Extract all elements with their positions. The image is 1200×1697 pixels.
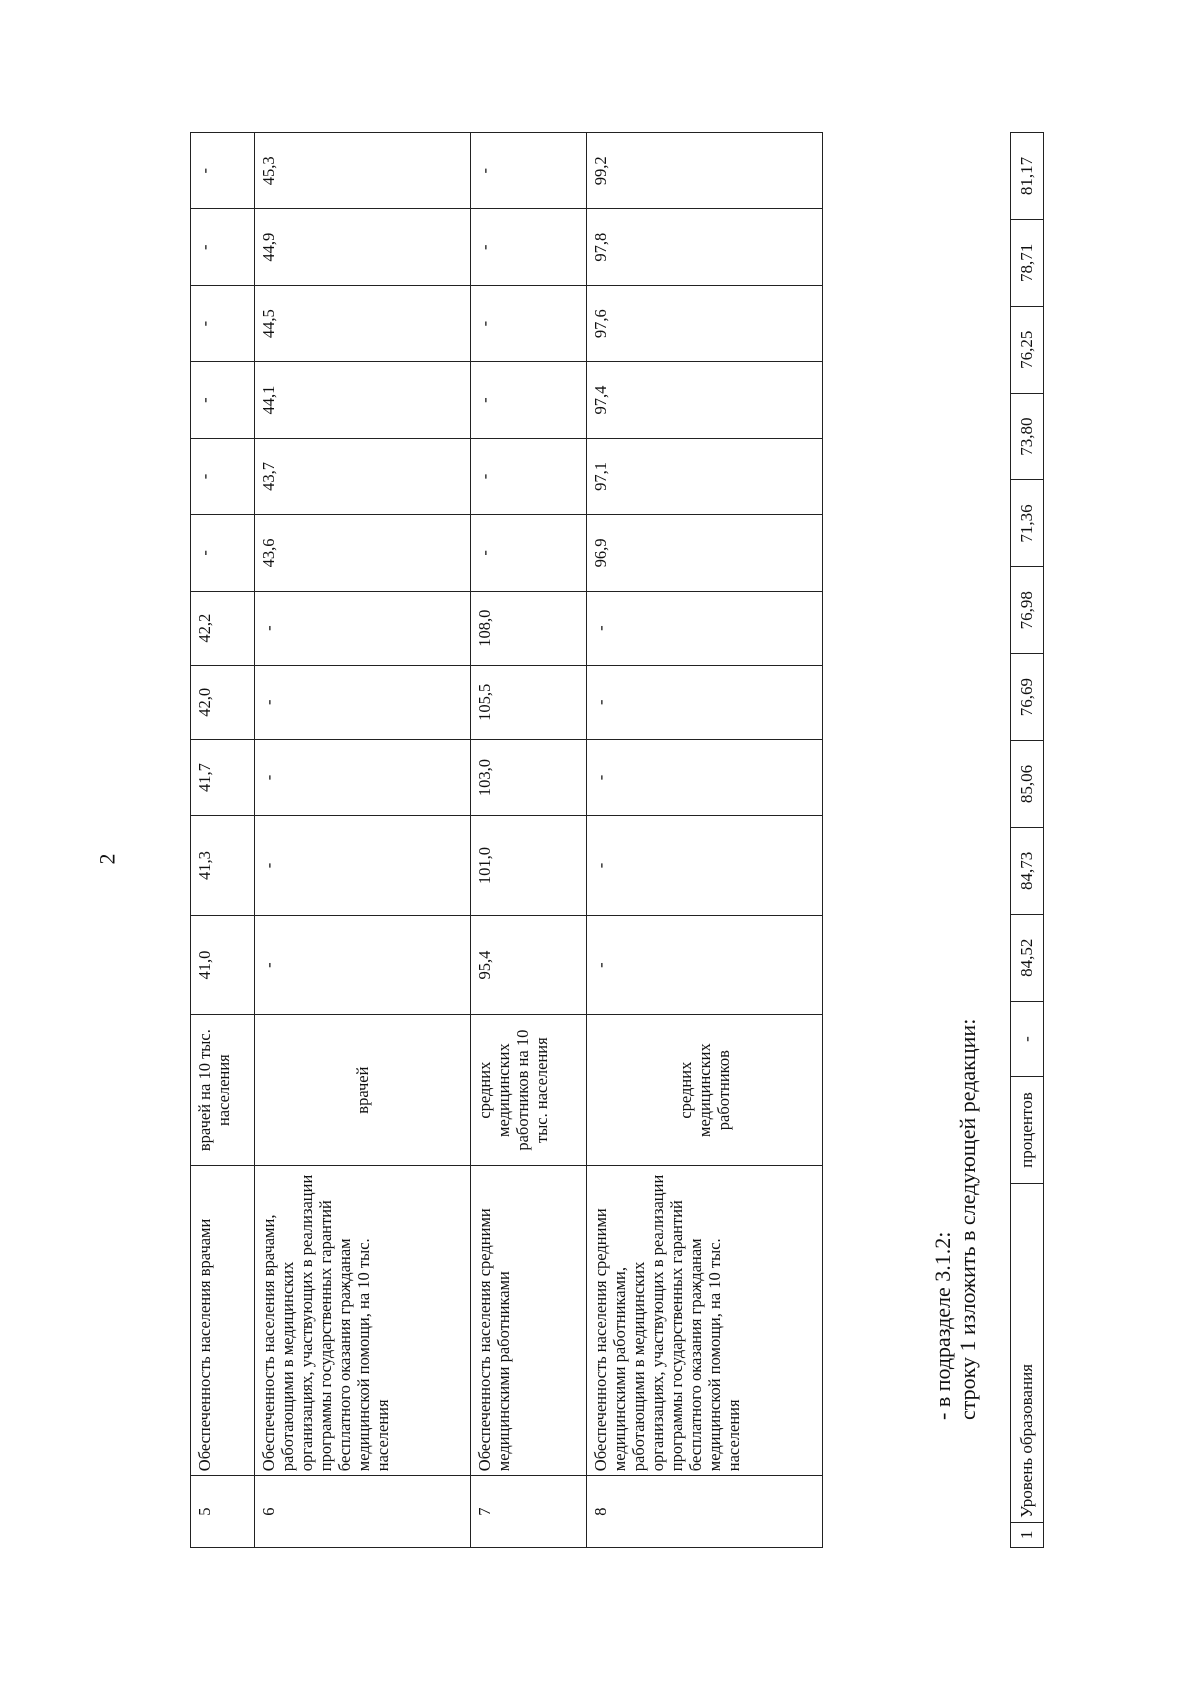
value-cell: - bbox=[587, 591, 823, 665]
value-cell: 44,1 bbox=[255, 362, 471, 438]
value-cell: - bbox=[191, 133, 255, 210]
value-cell: 96,9 bbox=[587, 515, 823, 591]
row-number: 1 bbox=[1011, 1522, 1044, 1547]
value-cell: 84,73 bbox=[1011, 827, 1044, 914]
value-cell: 42,0 bbox=[191, 665, 255, 739]
value-cell: 44,5 bbox=[255, 285, 471, 361]
value-cell: - bbox=[471, 133, 587, 210]
value-cell: - bbox=[191, 438, 255, 514]
value-cell: 43,6 bbox=[255, 515, 471, 591]
unit-cell: врачей bbox=[255, 1015, 471, 1166]
unit-cell: процентов bbox=[1011, 1077, 1044, 1183]
value-cell: - bbox=[255, 591, 471, 665]
value-cell: - bbox=[191, 362, 255, 438]
value-cell: - bbox=[471, 209, 587, 285]
indicators-table bbox=[190, 132, 823, 1548]
value-cell: - bbox=[471, 438, 587, 514]
value-cell: - bbox=[255, 665, 471, 739]
value-cell: 73,80 bbox=[1011, 393, 1044, 480]
amendment-note bbox=[930, 120, 980, 1420]
value-cell: 43,7 bbox=[255, 438, 471, 514]
value-cell: 78,71 bbox=[1011, 219, 1044, 306]
value-cell: - bbox=[255, 739, 471, 815]
table-row bbox=[191, 133, 255, 1548]
indicator-name: Уровень образования bbox=[1011, 1183, 1044, 1522]
unit-cell: средних медицинских работников bbox=[587, 1015, 823, 1166]
value-cell: 108,0 bbox=[471, 591, 587, 665]
value-cell: - bbox=[471, 285, 587, 361]
value-cell: 97,1 bbox=[587, 438, 823, 514]
value-cell: 71,36 bbox=[1011, 480, 1044, 567]
value-cell: 84,52 bbox=[1011, 914, 1044, 1001]
value-cell: 97,6 bbox=[587, 285, 823, 361]
value-cell: 95,4 bbox=[471, 915, 587, 1015]
note-line-1: - в подразделе 3.1.2: bbox=[930, 1231, 955, 1420]
value-cell: 105,5 bbox=[471, 665, 587, 739]
value-cell: 76,98 bbox=[1011, 567, 1044, 654]
value-cell: 76,69 bbox=[1011, 654, 1044, 741]
value-cell: 97,4 bbox=[587, 362, 823, 438]
value-cell: - bbox=[255, 915, 471, 1015]
value-cell: - bbox=[471, 515, 587, 591]
value-cell: - bbox=[191, 515, 255, 591]
table-row bbox=[255, 133, 471, 1548]
value-cell: - bbox=[1011, 1001, 1044, 1077]
value-cell: 97,8 bbox=[587, 209, 823, 285]
row-number: 5 bbox=[191, 1476, 255, 1548]
value-cell: - bbox=[191, 209, 255, 285]
table-row bbox=[587, 133, 823, 1548]
value-cell: 45,3 bbox=[255, 133, 471, 210]
value-cell: 41,7 bbox=[191, 739, 255, 815]
table-row bbox=[471, 133, 587, 1548]
page-number: 2 bbox=[94, 853, 120, 865]
value-cell: - bbox=[587, 816, 823, 916]
row-number: 7 bbox=[471, 1476, 587, 1548]
replacement-row-table bbox=[1010, 132, 1044, 1548]
value-cell: - bbox=[587, 665, 823, 739]
value-cell: - bbox=[191, 285, 255, 361]
row-number: 8 bbox=[587, 1476, 823, 1548]
value-cell: 103,0 bbox=[471, 739, 587, 815]
value-cell: 41,0 bbox=[191, 915, 255, 1015]
value-cell: 44,9 bbox=[255, 209, 471, 285]
value-cell: - bbox=[255, 816, 471, 916]
value-cell: - bbox=[471, 362, 587, 438]
value-cell: 101,0 bbox=[471, 816, 587, 916]
value-cell: 76,25 bbox=[1011, 306, 1044, 393]
unit-cell: врачей на 10 тыс. населения bbox=[191, 1015, 255, 1166]
value-cell: 81,17 bbox=[1011, 133, 1044, 220]
value-cell: 99,2 bbox=[587, 133, 823, 210]
indicator-name: Обеспеченность населения врачами bbox=[191, 1165, 255, 1475]
indicator-name: Обеспеченность населения средними медицинскими работниками bbox=[471, 1165, 587, 1475]
note-line-2: строку 1 изложить в следующей редакции: bbox=[955, 1018, 980, 1420]
value-cell: 42,2 bbox=[191, 591, 255, 665]
value-cell: 41,3 bbox=[191, 816, 255, 916]
indicator-name: Обеспеченность населения средними медицинскими работниками, работающими в медицинских организациях, участвующих в реализации программы государственных гарантий бесплатного оказания гражданам медицинской помощи, на 10 тыс. населения bbox=[587, 1165, 823, 1475]
indicator-name: Обеспеченность населения врачами, работающими в медицинских организациях, участвующих в реализации программы государственных гарантий бесплатного оказания гражданам медицинской помощи, на 10 тыс. населения bbox=[255, 1165, 471, 1475]
row-number: 6 bbox=[255, 1476, 471, 1548]
value-cell: - bbox=[587, 739, 823, 815]
value-cell: - bbox=[587, 915, 823, 1015]
value-cell: 85,06 bbox=[1011, 741, 1044, 828]
table-row bbox=[1011, 133, 1044, 1548]
unit-cell: средних медицинских работников на 10 тыс. населения bbox=[471, 1015, 587, 1166]
